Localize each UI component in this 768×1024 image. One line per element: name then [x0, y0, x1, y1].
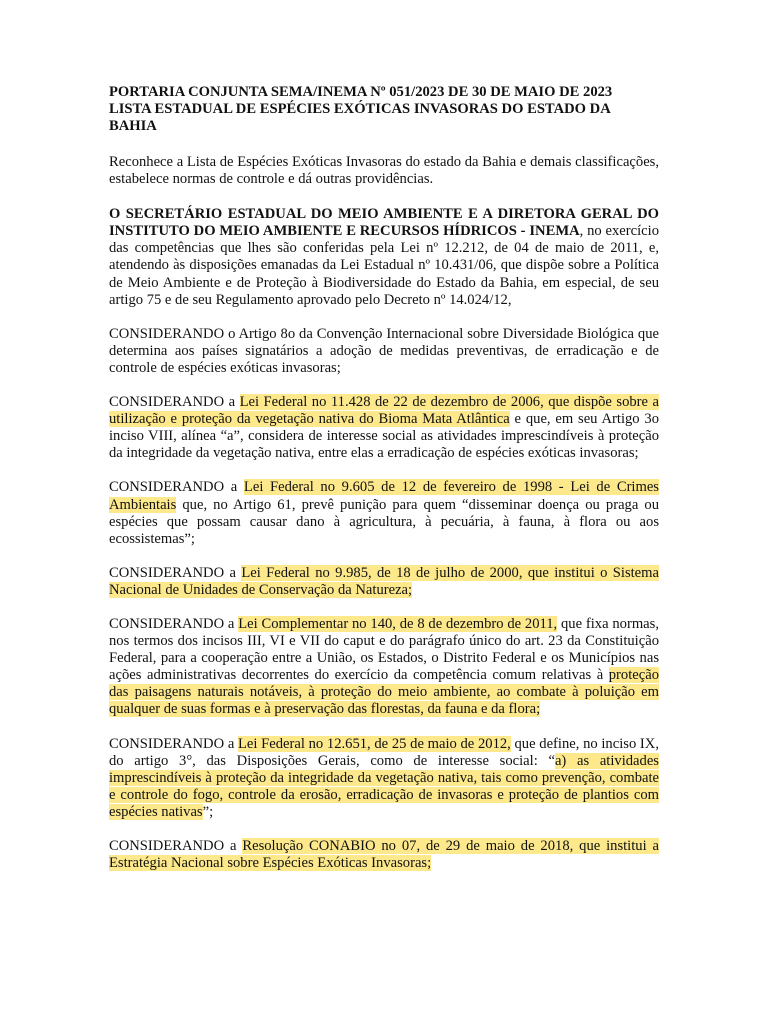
considerando-1: CONSIDERANDO o Artigo 8o da Convenção Internacional sobre Diversidade Biológica que determina aos países signatários a adoção de medidas preventivas, de erradicação e de controle de espécies exóticas invasoras;: [109, 325, 659, 376]
preamble-paragraph: [109, 206, 659, 309]
preamble-text: , no exercício das competências que lhes são conferidas pela Lei nº 12.212, de 04 de maio de 2011, e, atendendo às disposições emanadas da Lei Estadual nº 10.431/06, que dispõe sobre a Política de Meio Ambiente e de Proteção à Biodiversidade do Estado da Bahia, em especial, de seu artigo 75 e de seu Regulamento aprovado pelo Decreto nº 14.024/12,: [109, 223, 659, 308]
title-line-lista: LISTA ESTADUAL DE ESPÉCIES EXÓTICAS INVASORAS DO ESTADO DA BAHIA: [109, 101, 610, 134]
highlighted-text: Resolução CONABIO no 07, de 29 de maio de 2018, que institui a Estratégia Nacional sobre Espécies Exóticas Invasoras;: [109, 838, 659, 872]
document-title: [109, 84, 659, 135]
considerando-text: que, no Artigo 61, prevê punição para quem “disseminar doença ou praga ou espécies que possam causar dano à agricultura, à pecuária, à fauna, à flora ou aos ecossistemas”;: [109, 496, 659, 547]
highlighted-text: a) as atividades imprescindíveis à proteção da integridade da vegetação nativa, tais como prevenção, combate e controle do fogo, controle da erosão, erradicação de invasoras e proteção de plantios com espécies nativas: [109, 752, 659, 820]
considerando-text: e que, em seu Artigo 3o inciso VIII, alínea “a”, considera de interesse social as atividades imprescindíveis à proteção da integridade da vegetação nativa, entre elas a erradicação de espécies exóticas invasoras;: [109, 411, 660, 462]
considerando-prefix: CONSIDERANDO a: [109, 615, 239, 632]
considerando-text: que fixa normas, nos termos dos incisos III, VI e VII do caput e do parágrafo único do art. 23 da Constituição Federal, para a cooperação entre a União, os Estados, o Distrito Federal e os Municípios nas ações administrativas decorrentes do exercício da competência comum relativas à: [109, 615, 659, 684]
considerando-prefix: CONSIDERANDO a: [109, 394, 240, 411]
considerando-prefix: CONSIDERANDO a: [109, 479, 244, 496]
considerando-2: [109, 394, 659, 462]
considerando-text: ”;: [202, 803, 214, 820]
summary-paragraph: Reconhece a Lista de Espécies Exóticas Invasoras do estado da Bahia e demais classificações, estabelece normas de controle e dá outras providências.: [109, 154, 659, 188]
considerando-prefix: CONSIDERANDO a: [109, 838, 243, 854]
title-line-portaria: PORTARIA CONJUNTA SEMA/INEMA Nº 051/2023 DE 30 DE MAIO DE 2023: [109, 84, 613, 100]
considerando-prefix: CONSIDERANDO a: [109, 564, 242, 581]
considerando-6: [109, 736, 659, 821]
highlighted-text: Lei Complementar no 140, de 8 de dezembro de 2011,: [238, 615, 558, 632]
highlighted-text: proteção das paisagens naturais notáveis, à proteção do meio ambiente, ao combate à poluição em qualquer de suas formas e à preservação das florestas, da fauna e da flora;: [109, 667, 659, 718]
highlighted-text: Lei Federal no 9.605 de 12 de fevereiro de 1998 - Lei de Crimes Ambientais: [109, 479, 659, 513]
considerando-3: [109, 479, 659, 547]
considerando-prefix: CONSIDERANDO a: [109, 735, 239, 752]
highlighted-text: Lei Federal no 12.651, de 25 de maio de 2012,: [238, 735, 511, 752]
considerando-5: [109, 616, 659, 719]
considerando-4: [109, 565, 659, 599]
highlighted-text: Lei Federal no 11.428 de 22 de dezembro de 2006, que dispõe sobre a utilização e proteção da vegetação nativa do Bioma Mata Atlântica: [109, 394, 659, 428]
highlighted-text: Lei Federal no 9.985, de 18 de julho de 2000, que institui o Sistema Nacional de Unidades de Conservação da Natureza;: [109, 564, 659, 598]
considerando-7: [109, 838, 659, 872]
considerando-text: que define, no inciso IX, do artigo 3°, das Disposições Gerais, como de interesse social: “: [109, 735, 659, 769]
authority-text: O SECRETÁRIO ESTADUAL DO MEIO AMBIENTE E A DIRETORA GERAL DO INSTITUTO DO MEIO AMBIENTE E RECURSOS HÍDRICOS - INEMA: [109, 206, 659, 240]
